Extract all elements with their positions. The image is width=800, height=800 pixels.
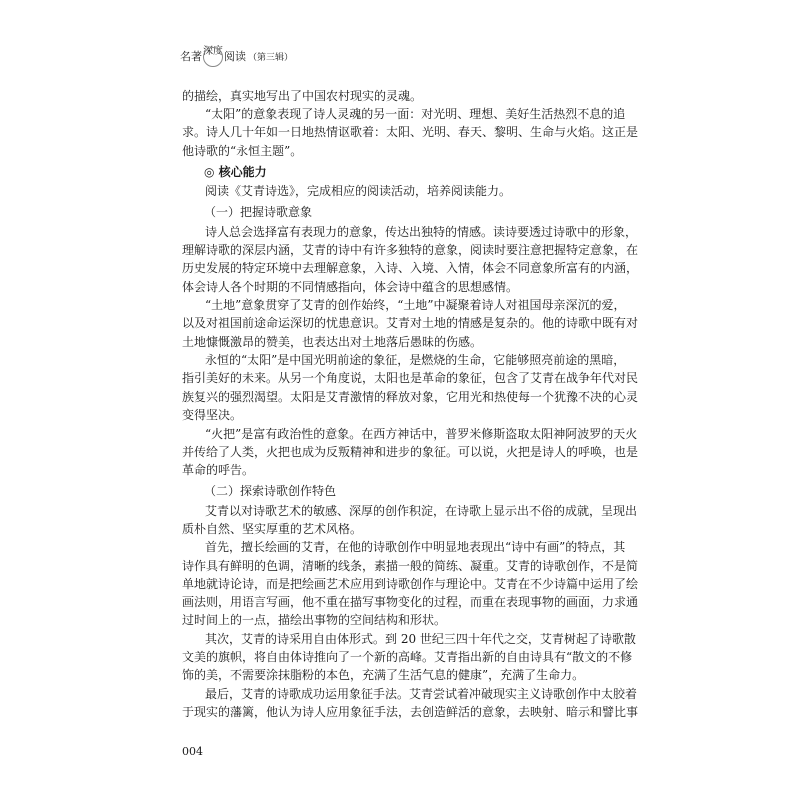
- page-body: [182, 86, 639, 721]
- text-line: 饰的美，不需要涂抹脂粉的本色，充满了生活气息的健康”，充满了生命力。: [182, 668, 585, 683]
- text-line: 过时间上的一点，描绘出事物的空间结构和形状。: [182, 613, 447, 628]
- text-line: 以及对祖国前途命运深切的忧患意识。艾青对土地的情感是复杂的。他的诗歌中既有对: [182, 316, 639, 331]
- text-line: “太阳”的意象表现了诗人灵魂的另一面：对光明、理想、美好生活热烈不息的追: [205, 107, 626, 122]
- text-line: 文美的旗帜，将自由体诗推向了一个新的高峰。艾青指出新的自由诗具有“散文的不修: [182, 650, 633, 665]
- text-line: 族复兴的强烈渴望。太阳是艾青激情的释放对象，它用光和热使每一个犹豫不决的心灵: [182, 389, 639, 404]
- text-line: 他诗歌的“永恒主题”。: [182, 143, 303, 158]
- paragraph: [182, 630, 636, 685]
- text-line: 求。诗人几十年如一日地热情讴歌着：太阳、光明、春天、黎明、生命与火焰。这正是: [182, 125, 639, 140]
- text-line: 的描绘，真实地写出了中国农村现实的灵魂。: [182, 88, 423, 103]
- text-line: 诗人总会选择富有表现力的意象，传达出独特的情感。读诗要透过诗歌中的形象，: [205, 224, 638, 239]
- paragraph: [182, 105, 639, 160]
- paragraph: [182, 87, 616, 105]
- running-header: [180, 47, 293, 65]
- header-title-prefix: 名著: [180, 50, 202, 63]
- text-line: 艾青以对诗歌艺术的敏感、深厚的创作积淀，在诗歌上显示出不俗的成就，呈现出: [205, 503, 638, 518]
- text-line: 画法则，用语言写画，他不重在描写事物变化的过程，而重在表现事物的画面，力求通: [182, 595, 639, 609]
- header-title-suffix: 阅读: [224, 50, 246, 63]
- paragraph: [182, 182, 616, 200]
- paragraph: [182, 502, 638, 538]
- paragraph: [182, 425, 639, 480]
- text-line: 诗作具有鲜明的色调，清晰的线条，素描一般的简练、凝重。艾青的诗歌创作，不是简: [182, 558, 639, 573]
- text-line: 其次，艾青的诗采用自由体形式。到 20 世纪三四十年代之交，艾青树起了诗歌散: [205, 631, 636, 646]
- text-line: 首先，擅长绘画的艾青，在他的诗歌创作中明显地表现出“诗中有画”的特点，其: [205, 540, 626, 555]
- text-line: 变得坚决。: [182, 407, 243, 422]
- page-number: 004: [182, 745, 203, 758]
- text-line: “土地”意象贯穿了艾青的创作始终，“土地”中凝聚着诗人对祖国母亲深沉的爱，: [205, 298, 626, 313]
- text-line: “火把”是富有政治性的意象。在西方神话中，普罗米修斯盗取太阳神阿波罗的天火: [205, 426, 638, 441]
- text-line: 阅读《艾青诗选》，完成相应的阅读活动，培养阅读能力。: [205, 184, 512, 199]
- text-line: 于现实的藩篱，他认为诗人应用象征手法，去创造鲜活的意象，去映射、暗示和譬比事: [182, 705, 639, 720]
- text-line: 土地慷慨激昂的赞美，也表达出对土地落后愚昧的伤感。: [182, 334, 483, 349]
- text-line: 并传给了人类，火把也成为反叛精神和进步的象征。可以说，火把是诗人的呼唤，也是: [182, 444, 639, 459]
- paragraph: [182, 223, 639, 296]
- text-line: 单地就诗论诗，而是把绘画艺术应用到诗歌创作与理论中。艾青在不少诗篇中运用了绘: [182, 576, 639, 591]
- header-volume: （第三辑）: [248, 52, 294, 63]
- text-line: 质朴自然、坚实厚重的艺术风格。: [182, 521, 363, 536]
- text-line: 革命的呼告。: [182, 462, 255, 477]
- text-line: 历史发展的特定环境中去理解意象，入诗、入境、入情，体会不同意象所富有的内涵，: [182, 261, 639, 276]
- paragraph: [182, 351, 639, 424]
- subsection-heading: （二）探索诗歌创作特色: [204, 484, 337, 499]
- text-line: 理解诗歌的深层内涵，艾青的诗中有许多独特的意象，阅读时要注意把握特定意象，在: [182, 243, 639, 258]
- subsection-heading: （一）把握诗歌意象: [204, 205, 313, 220]
- paragraph: [182, 685, 639, 721]
- section-heading: ◎ 核心能力: [204, 164, 267, 179]
- paragraph: [182, 538, 639, 629]
- text-line: 永恒的“太阳”是中国光明前途的象征，是燃烧的生命，它能够照亮前途的黑暗，: [205, 353, 626, 368]
- series-logo: 深度: [202, 47, 224, 65]
- text-line: 指引美好的未来。从另一个角度说，太阳也是革命的象征，包含了艾青在战争年代对民: [182, 371, 639, 386]
- text-line: 体会诗人各个时期的不同情感指向，体会诗中蕴含的思想感情。: [182, 279, 519, 294]
- paragraph: [182, 296, 639, 351]
- text-line: 最后，艾青的诗歌成功运用象征手法。艾青尝试着冲破现实主义诗歌创作中太胶着: [205, 686, 638, 701]
